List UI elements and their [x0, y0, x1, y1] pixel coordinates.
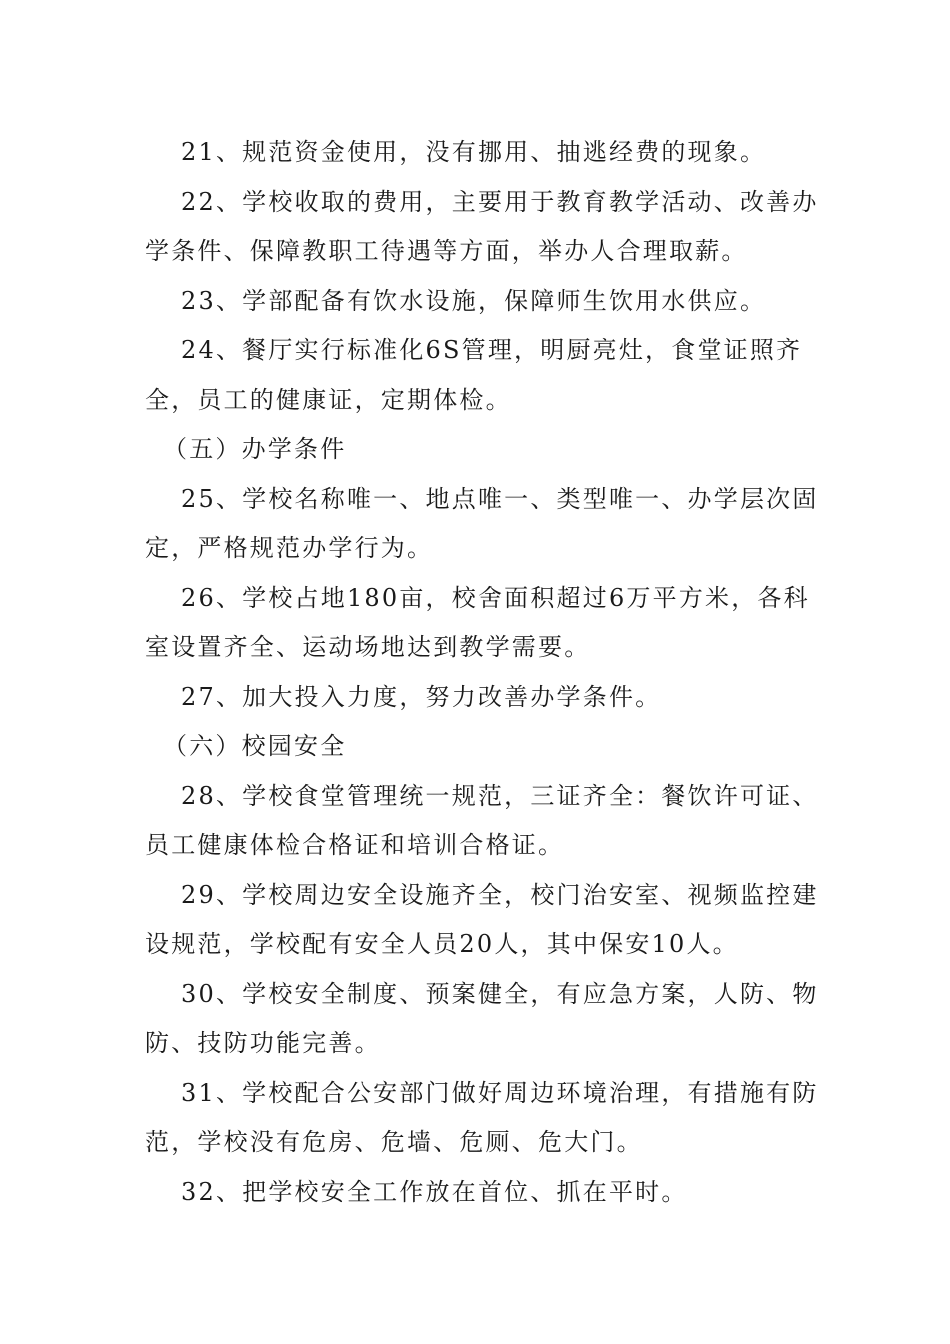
paragraph-29: 29、学校周边安全设施齐全，校门治安室、视频监控建设规范，学校配有安全人员20人，其中保安10人。	[145, 880, 819, 958]
paragraph-31: 31、学校配合公安部门做好周边环境治理，有措施有防范，学校没有危房、危墙、危厕、危大门。	[145, 1078, 819, 1156]
paragraph-22: 22、学校收取的费用，主要用于教育教学活动、改善办学条件、保障教职工待遇等方面，举办人合理取薪。	[145, 187, 819, 265]
paragraph-23: 23、学部配备有饮水设施，保障师生饮用水供应。	[181, 286, 767, 315]
paragraph-28: 28、学校食堂管理统一规范，三证齐全：餐饮许可证、员工健康体检合格证和培训合格证。	[145, 781, 819, 859]
paragraph-24: 24、餐厅实行标准化6S管理，明厨亮灶，食堂证照齐全，员工的健康证，定期体检。	[145, 336, 803, 414]
paragraph-26: 26、学校占地180亩，校舍面积超过6万平方米，各科室设置齐全、运动场地达到教学需要。	[145, 583, 810, 661]
paragraph-32: 32、把学校安全工作放在首位、抓在平时。	[181, 1177, 688, 1206]
paragraph-21: 21、规范资金使用，没有挪用、抽逃经费的现象。	[181, 138, 767, 166]
paragraph-30: 30、学校安全制度、预案健全，有应急方案，人防、物防、技防功能完善。	[145, 979, 819, 1057]
section-heading-6: （六）校园安全	[163, 732, 347, 760]
paragraph-25: 25、学校名称唯一、地点唯一、类型唯一、办学层次固定，严格规范办学行为。	[145, 484, 819, 562]
document-body	[145, 128, 825, 1217]
paragraph-27: 27、加大投入力度，努力改善办学条件。	[181, 682, 662, 711]
section-heading-5: （五）办学条件	[163, 435, 347, 463]
